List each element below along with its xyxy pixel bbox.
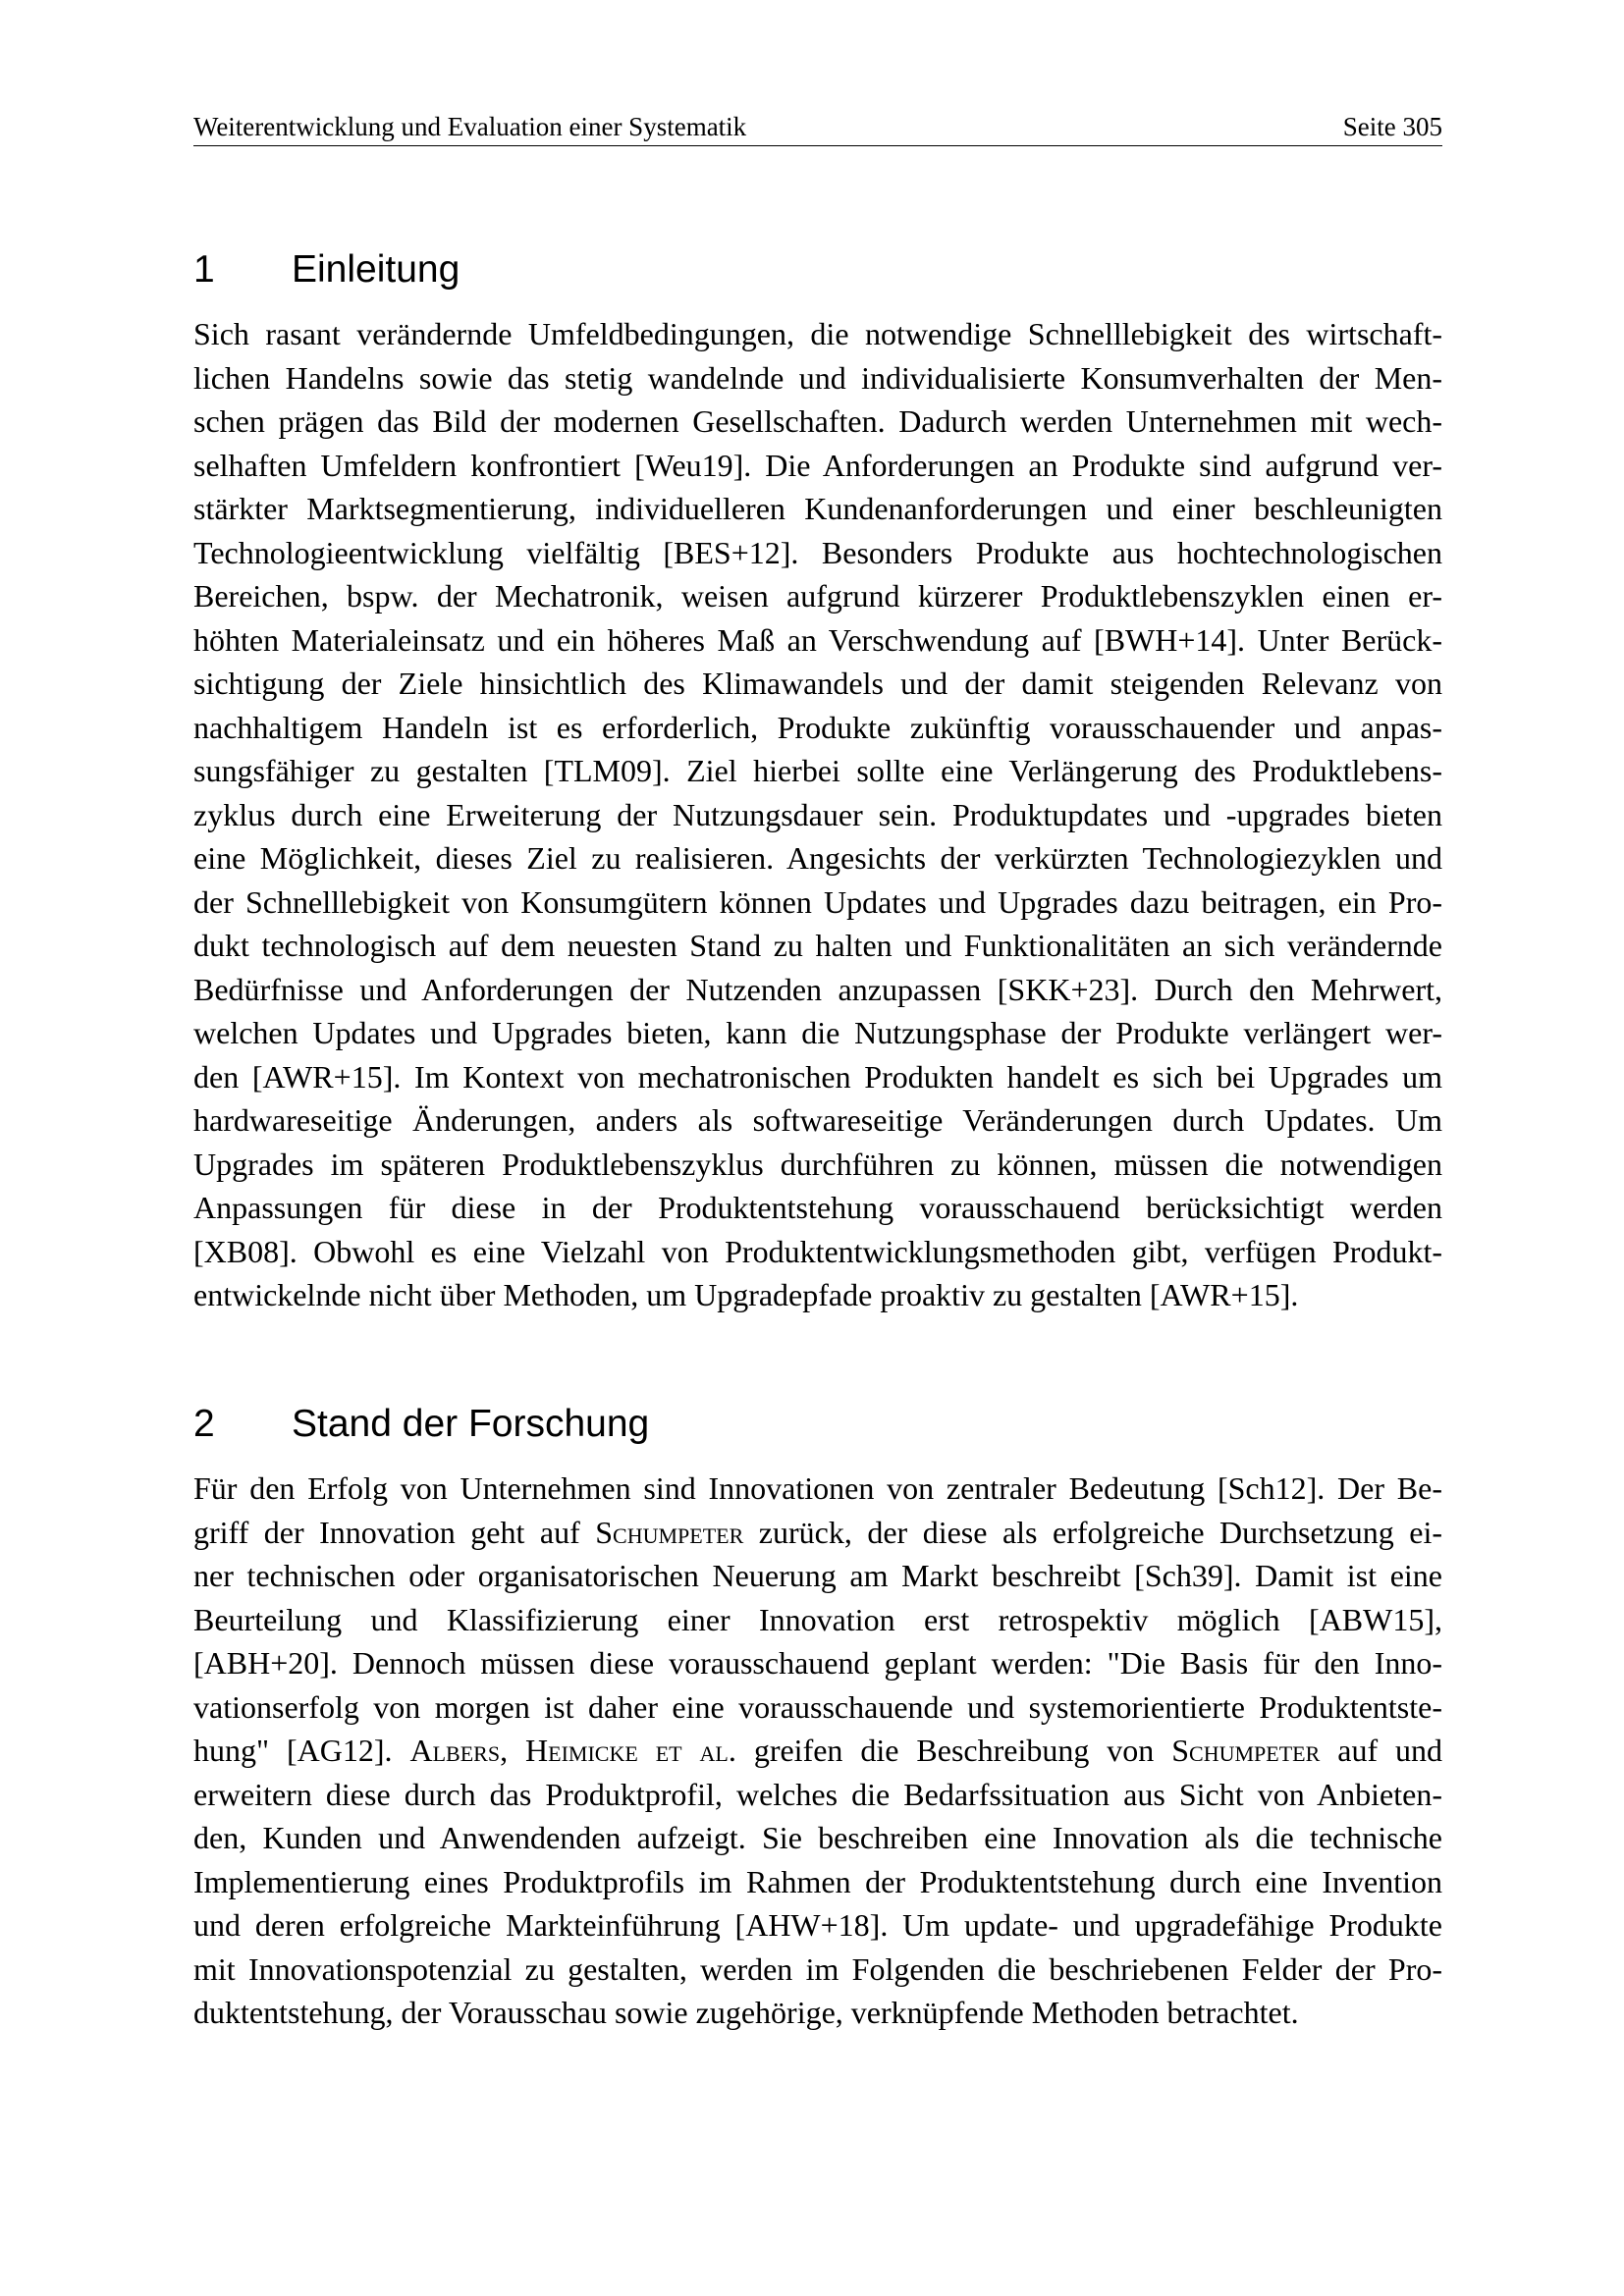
- paragraph-line: [193, 1860, 1442, 1904]
- page: [193, 0, 1442, 2296]
- paragraph-line: [XB08]. Obwohl es eine Vielzahl von Produktentwicklungsmethoden gibt, verfügen Produkt-: [193, 1233, 1442, 1269]
- paragraph-line: schen prägen das Bild der modernen Gesellschaften. Dadurch werden Unternehmen mit wech-: [193, 403, 1442, 439]
- paragraph-line: Upgrades im späteren Produktlebenszyklus durchführen zu können, müssen die notwendigen: [193, 1146, 1442, 1182]
- text-run: hung" [AG12].: [193, 1733, 410, 1768]
- text-run: . greifen die Beschreibung von: [728, 1733, 1172, 1768]
- paragraph-line: höhten Materialeinsatz und ein höheres Maß an Verschwendung auf [BWH+14]. Unter Berück-: [193, 621, 1442, 658]
- section-title: Einleitung: [292, 248, 460, 291]
- paragraph-line: entwickelnde nicht über Methoden, um Upgradepfade proaktiv zu gestalten [AWR+15].: [193, 1277, 1299, 1312]
- paragraph-line: [193, 1773, 1442, 1817]
- paragraph-line: selhaften Umfeldern konfrontiert [Weu19]. Die Anforderungen an Produkte sind aufgrund ver-: [193, 447, 1442, 483]
- text-run: zurück, der diese als erfolgreiche Durchsetzung ei-: [743, 1514, 1443, 1550]
- paragraph-line: [193, 1816, 1442, 1860]
- paragraph-line: [193, 1511, 1442, 1555]
- paragraph-line: welchen Updates und Upgrades bieten, kann die Nutzungsphase der Produkte verlängert wer-: [193, 1015, 1442, 1050]
- paragraph-line: [193, 1598, 1442, 1642]
- paragraph-line: sichtigung der Ziele hinsichtlich des Klimawandels und der damit steigenden Relevanz von: [193, 666, 1442, 701]
- page-number: Seite 305: [1342, 112, 1442, 141]
- text-run: Für den Erfolg von Unternehmen sind Innovationen von zentraler Bedeutung [Sch12]. Der Be-: [193, 1470, 1442, 1506]
- author-name: Albers: [409, 1733, 501, 1768]
- paragraph-line: lichen Handelns sowie das stetig wandelnde und individualisierte Konsumverhalten der Men-: [193, 359, 1442, 396]
- section-number: 1: [193, 248, 215, 291]
- paragraph-line: [193, 1729, 1442, 1773]
- section-number: 2: [193, 1403, 215, 1445]
- paragraph-line: der Schnelllebigkeit von Konsumgütern können Updates und Upgrades dazu beitragen, ein Pro-: [193, 883, 1442, 920]
- section-2-body: [193, 1467, 1442, 2035]
- paragraph-line: Sich rasant verändernde Umfeldbedingungen, die notwendige Schnelllebigkeit des wirtschaft-: [193, 316, 1442, 351]
- paragraph-line: hardwareseitige Änderungen, anders als softwareseitige Veränderungen durch Updates. Um: [193, 1102, 1442, 1138]
- author-name: Schumpeter: [595, 1514, 744, 1550]
- text-run: vationserfolg von morgen ist daher eine vorausschauende und systemorientierte Produktentste-: [193, 1688, 1442, 1725]
- paragraph-line: [193, 1554, 1442, 1598]
- paragraph-line: [193, 1948, 1442, 1992]
- author-name: Schumpeter: [1171, 1733, 1321, 1768]
- text-run: ner technischen oder organisatorischen Neuerung am Markt beschreibt [Sch39]. Damit ist eine: [193, 1558, 1442, 1593]
- paragraph-line: eine Möglichkeit, dieses Ziel zu realisieren. Angesichts der verkürzten Technologiezyklen und: [193, 840, 1442, 876]
- text-run: [ABH+20]. Dennoch müssen diese vorausschauend geplant werden: "Die Basis für den Inno-: [193, 1645, 1442, 1681]
- paragraph-line: [193, 1467, 1442, 1511]
- text-run: erweitern diese durch das Produktprofil, welches die Bedarfssituation aus Sicht von Anbieten-: [193, 1776, 1442, 1812]
- text-run: ,: [500, 1733, 526, 1768]
- section-heading-stand-der-forschung: [193, 1402, 649, 1447]
- running-header-title: Weiterentwicklung und Evaluation einer Systematik: [193, 112, 747, 141]
- paragraph-line: Bereichen, bspw. der Mechatronik, weisen aufgrund kürzerer Produktlebenszyklen einen er-: [193, 578, 1442, 614]
- text-run: und deren erfolgreiche Markteinführung [AHW+18]. Um update- und upgradefähige Produkte: [193, 1907, 1442, 1943]
- paragraph-line: [193, 1991, 1442, 2035]
- paragraph-line: [193, 1903, 1442, 1948]
- paragraph-line: Bedürfnisse und Anforderungen der Nutzenden anzupassen [SKK+23]. Durch den Mehrwert,: [193, 971, 1442, 1007]
- section-1-body: [193, 312, 1442, 1317]
- text-run: den, Kunden und Anwendenden aufzeigt. Sie beschreiben eine Innovation als die technische: [193, 1820, 1442, 1855]
- paragraph-line: dukt technologisch auf dem neuesten Stand zu halten und Funktionalitäten an sich verändernde: [193, 928, 1442, 963]
- author-name: Heimicke et al: [525, 1733, 729, 1768]
- text-run: Beurteilung und Klassifizierung einer Innovation erst retrospektiv möglich [ABW15],: [193, 1601, 1442, 1637]
- paragraph-line: zyklus durch eine Erweiterung der Nutzungsdauer sein. Produktupdates und -upgrades bieten: [193, 796, 1442, 832]
- paragraph-line: sungsfähiger zu gestalten [TLM09]. Ziel hierbei sollte eine Verlängerung des Produktlebens-: [193, 753, 1442, 788]
- text-run: mit Innovationspotenzial zu gestalten, werden im Folgenden die beschriebenen Felder der Pro-: [193, 1950, 1442, 1987]
- text-run: griff der Innovation geht auf: [193, 1514, 596, 1550]
- paragraph-line: Anpassungen für diese in der Produktentstehung vorausschauend berücksichtigt werden: [193, 1190, 1442, 1225]
- paragraph-line: nachhaltigem Handeln ist es erforderlich, Produkte zukünftig vorausschauender und anpas-: [193, 709, 1442, 745]
- paragraph-line: [193, 1685, 1442, 1730]
- text-run: auf und: [1320, 1733, 1443, 1768]
- text-run: duktentstehung, der Vorausschau sowie zugehörige, verknüpfende Methoden betrachtet.: [193, 1995, 1299, 2030]
- paragraph-line: stärkter Marktsegmentierung, individuelleren Kundenanforderungen und einer beschleunigten: [193, 491, 1442, 526]
- paragraph-line: Technologieentwicklung vielfältig [BES+12]. Besonders Produkte aus hochtechnologischen: [193, 534, 1442, 570]
- text-run: Implementierung eines Produktprofils im Rahmen der Produktentstehung durch eine Invention: [193, 1863, 1442, 1899]
- running-header: [193, 108, 1442, 146]
- paragraph-line: den [AWR+15]. Im Kontext von mechatronischen Produkten handelt es sich bei Upgrades um: [193, 1058, 1442, 1095]
- section-heading-einleitung: [193, 247, 460, 293]
- paragraph-line: [193, 1641, 1442, 1685]
- section-title: Stand der Forschung: [292, 1403, 650, 1445]
